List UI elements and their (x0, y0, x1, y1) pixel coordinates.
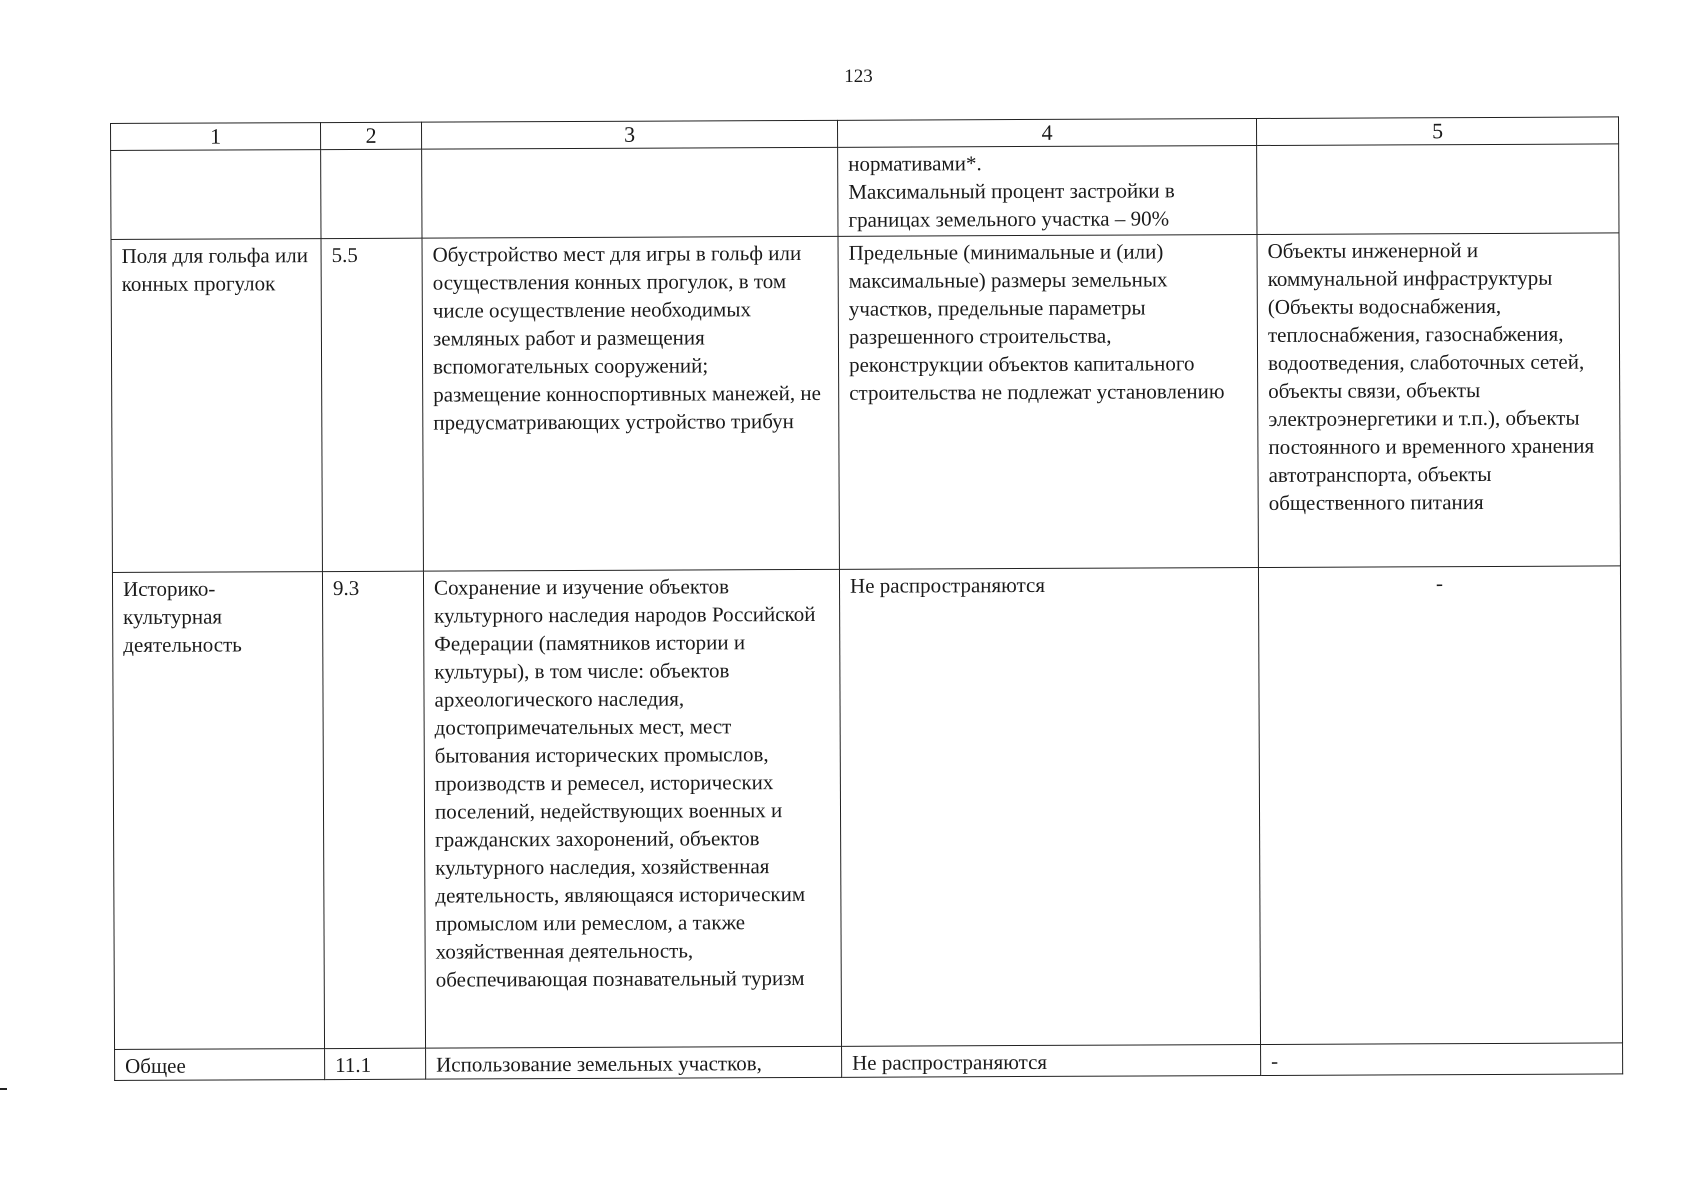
cell-name (111, 150, 321, 240)
cell-name: Историко-культурная деятельность (112, 572, 324, 1050)
cell-code: 9.3 (322, 571, 425, 1048)
table-row (115, 1043, 1623, 1081)
scan-margin-mark (0, 1088, 7, 1090)
table-row (112, 566, 1622, 1050)
cell-auxiliary (1257, 144, 1619, 235)
cell-parameters: нормативами*. Максимальный процент застройки в границах земельного участка – 90% (838, 145, 1257, 236)
cell-parameters: Предельные (минимальные и (или) максимальные) размеры земельных участков, предельные параметры разрешенного строительства, реконструкции объектов капитального строительства не подлежат установлению (838, 234, 1258, 569)
table-row (111, 233, 1620, 573)
cell-parameters: Не распространяются (842, 1044, 1261, 1077)
cell-name: Поля для гольфа или конных прогулок (111, 239, 322, 573)
cell-auxiliary: Объекты инженерной и коммунальной инфраструктуры (Объекты водоснабжения, теплоснабжения, газоснабжения, водоотведения, слаботочных сетей, объекты связи, объекты электроэнергетики и т.п.), объекты постоянного и временного хранения автотранспорта, объекты общественного питания (1257, 233, 1620, 568)
table-row (111, 144, 1619, 240)
cell-code: 11.1 (325, 1048, 426, 1079)
page-number: 123 (844, 66, 873, 87)
cell-code (321, 149, 422, 238)
cell-name: Общее (115, 1049, 325, 1081)
column-header-3: 3 (421, 120, 837, 149)
cell-description: Использование земельных участков, (426, 1046, 842, 1079)
column-header-5: 5 (1256, 117, 1618, 146)
cell-description: Сохранение и изучение объектов культурного наследия народов Российской Федерации (памятников истории и культуры), в том числе: объектов археологического наследия, достопримечательных мест, мест бытования исторических промыслов, производств и ремесел, исторических поселений, недействующих военных и гражданских захоронений, объектов культурного наследия, хозяйственная деятельность, являющаяся историческим промыслом или ремеслом, а также хозяйственная деятельность, обеспечивающая познавательный туризм (423, 569, 841, 1048)
column-header-2: 2 (321, 122, 422, 149)
cell-description: Обустройство мест для игры в гольф или осуществления конных прогулок, в том числе осуществление необходимых земляных работ и размещения вспомогательных сооружений; размещение конноспортивных манежей, не предусматривающих устройство трибун (422, 236, 839, 571)
land-use-table (110, 116, 1623, 1081)
cell-auxiliary: - (1261, 1043, 1623, 1076)
column-header-1: 1 (111, 123, 321, 151)
column-header-4: 4 (837, 118, 1256, 147)
cell-description (422, 147, 838, 238)
cell-auxiliary: - (1258, 566, 1622, 1045)
cell-parameters: Не распространяются (839, 567, 1260, 1046)
cell-code: 5.5 (321, 238, 423, 571)
